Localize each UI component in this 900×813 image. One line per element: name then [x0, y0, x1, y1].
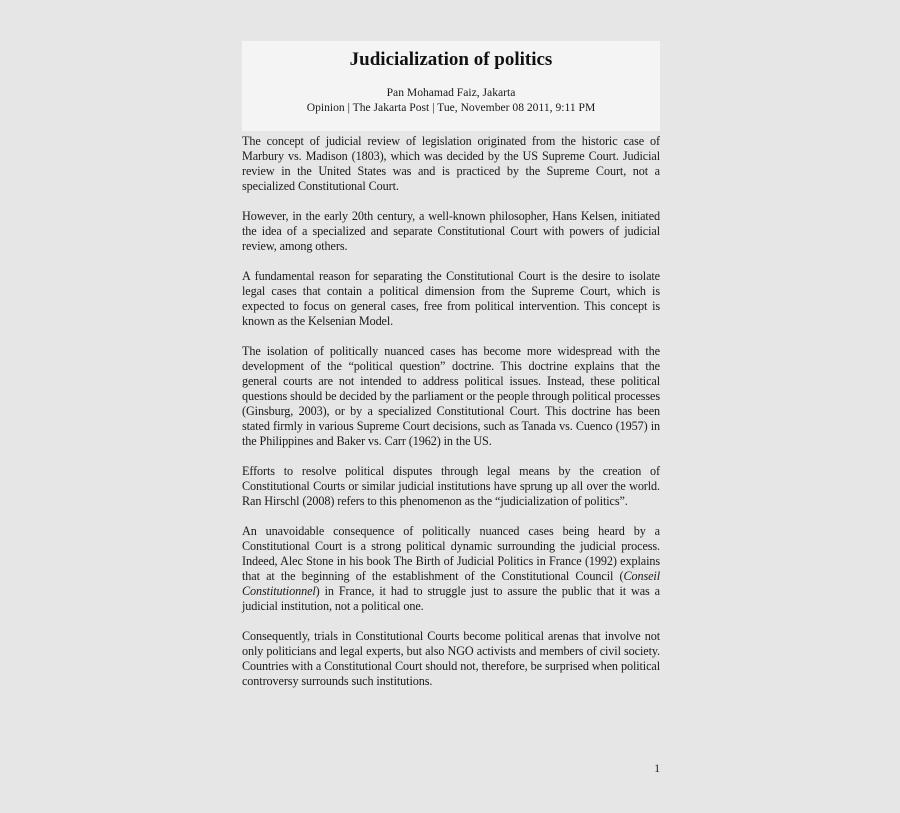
paragraph-5: Efforts to resolve political disputes through legal means by the creation of Constitutional Courts or similar judicial institutions have sprung up all over the world. Ran Hirschl (2008) refers to this phenomenon as the “judicialization of politics”.	[242, 464, 660, 508]
article-body	[242, 134, 660, 704]
paragraph-6-italic: Conseil Constitutionnel	[242, 569, 660, 598]
paragraph-3: A fundamental reason for separating the Constitutional Court is the desire to isolate legal cases that contain a political dimension from the Supreme Court, which is expected to focus on general cases, free from political intervention. This concept is known as the Kelsenian Model.	[242, 269, 660, 328]
source-line: Opinion | The Jakarta Post | Tue, November 08 2011, 9:11 PM	[306, 101, 596, 114]
paragraph-4: The isolation of politically nuanced cases has become more widespread with the development of the “political question” doctrine. This doctrine explains that the general courts are not intended to address political issues. Instead, these political questions should be decided by the parliament or the people through political processes (Ginsburg, 2003), or by a specialized Constitutional Court. This doctrine has been stated firmly in various Supreme Court decisions, such as Tanada vs. Cuenco (1957) in the Philippines and Baker vs. Carr (1962) in the US.	[242, 344, 660, 448]
byline	[242, 85, 660, 115]
page-number: 1	[654, 762, 660, 775]
paragraph-1: The concept of judicial review of legislation originated from the historic case of Marbury vs. Madison (1803), which was decided by the US Supreme Court. Judicial review in the United States was and is practiced by the Supreme Court, not a specialized Constitutional Court.	[242, 134, 660, 193]
paragraph-6	[242, 524, 660, 614]
paragraph-6-after: ) in France, it had to struggle just to assure the public that it was a judicial institution, not a political one.	[242, 584, 660, 613]
page-title: Judicialization of politics	[349, 49, 553, 70]
paragraph-7: Consequently, trials in Constitutional Courts become political arenas that involve not only politicians and legal experts, but also NGO activists and members of civil society. Countries with a Constitutional Court should not, therefore, be surprised when political controversy surrounds such institutions.	[242, 629, 660, 688]
paragraph-2: However, in the early 20th century, a well-known philosopher, Hans Kelsen, initiated the idea of a specialized and separate Constitutional Court with powers of judicial review, among others.	[242, 209, 660, 253]
paragraph-6-before: An unavoidable consequence of politically nuanced cases being heard by a Constitutional Court is a strong political dynamic surrounding the judicial process. Indeed, Alec Stone in his book The Birth of Judicial Politics in France (1992) explains that at the beginning of the establishment of the Constitutional Council (	[242, 524, 660, 583]
author-line: Pan Mohamad Faiz, Jakarta	[386, 86, 516, 99]
